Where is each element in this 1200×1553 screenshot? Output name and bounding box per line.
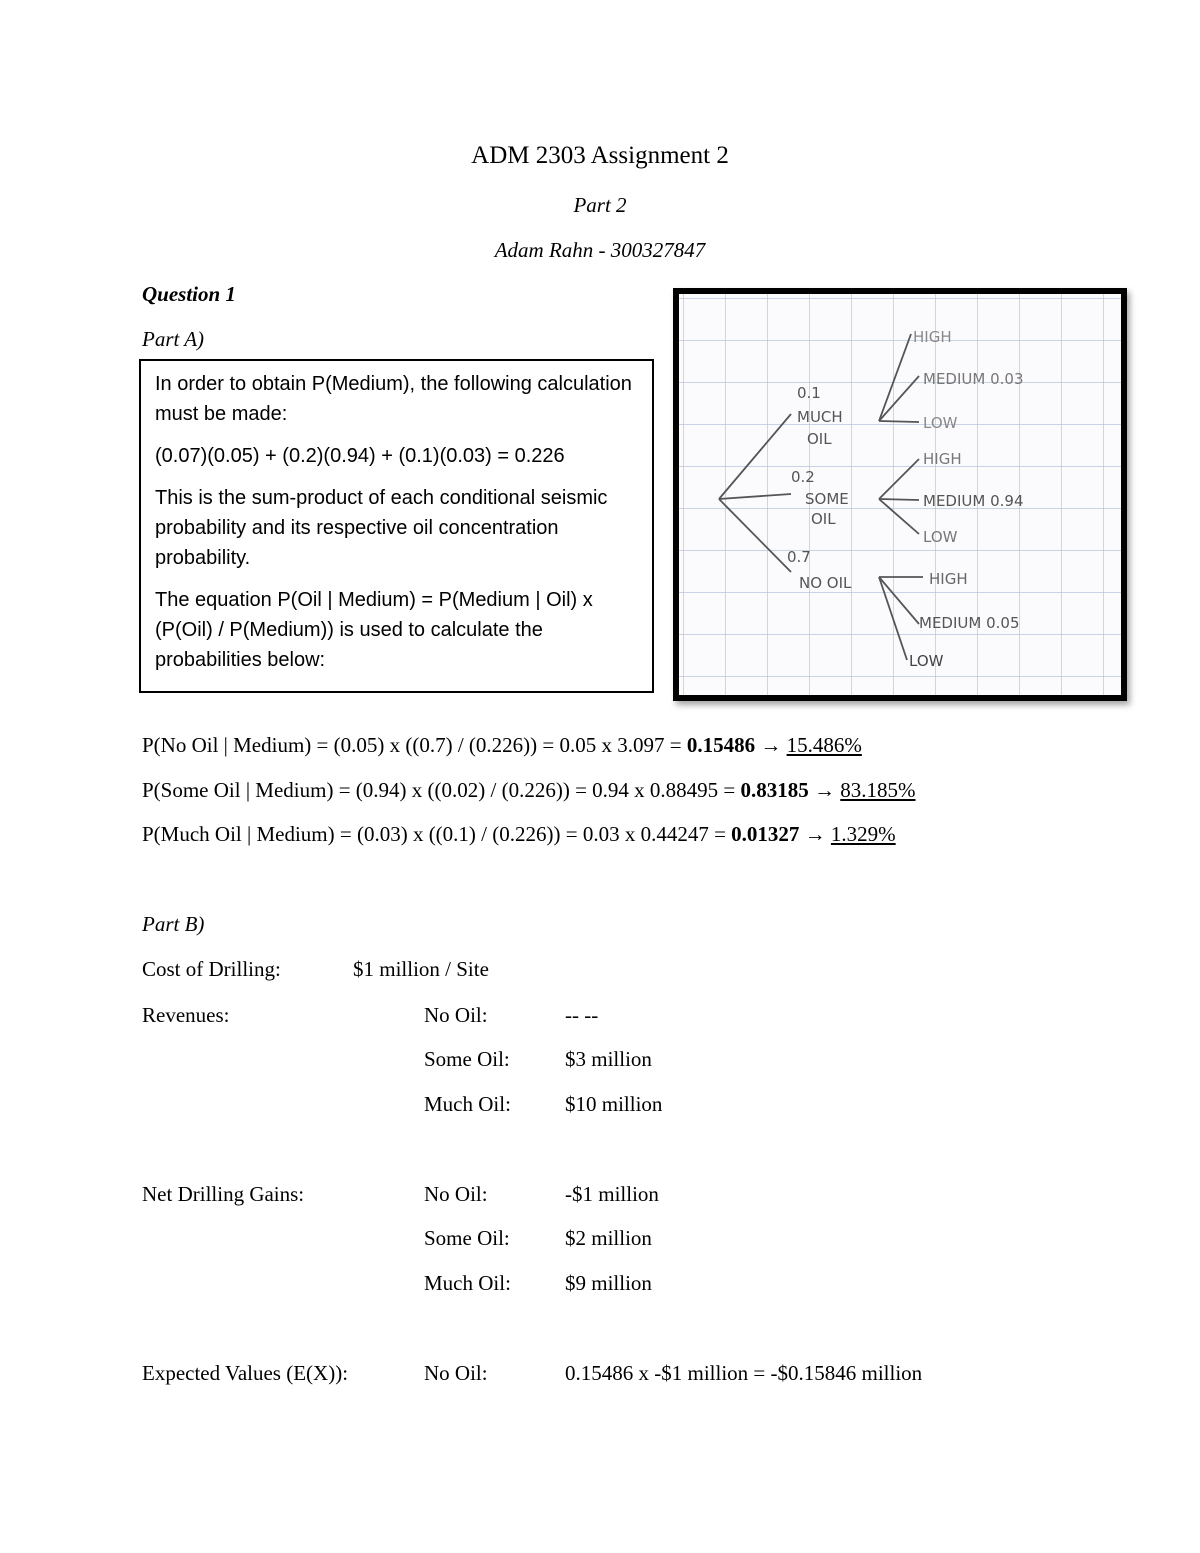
box-paragraph: This is the sum-product of each conditional seismic probability and its respective oil concentration probability. (155, 487, 608, 569)
equation-text: P(Some Oil | Medium) = (0.94) x ((0.02) / (0.226)) = 0.94 x 0.88495 = (142, 778, 741, 802)
cost-label: Cost of Drilling: (142, 957, 281, 981)
document-part: Part 2 (573, 193, 627, 217)
document-title: ADM 2303 Assignment 2 (471, 142, 729, 169)
tree-label-much-2: OIL (807, 430, 832, 448)
probability-tree-diagram (679, 294, 1121, 695)
net-name: No Oil: (424, 1182, 488, 1206)
revenue-value: $10 million (565, 1092, 663, 1116)
tree-prob-some: 0.2 (791, 468, 815, 486)
equation-percent: 1.329% (830, 822, 896, 846)
tree-outcome: HIGH (913, 328, 952, 346)
tree-outcome: LOW (923, 528, 958, 546)
equation-result: 0.83185 (740, 778, 809, 802)
revenue-name: Much Oil: (424, 1092, 511, 1116)
ev-name: No Oil: (424, 1361, 488, 1385)
tree-label-no: NO OIL (799, 574, 852, 592)
equation-percent: 83.185% (840, 778, 916, 802)
tree-label-some: SOME (805, 490, 849, 508)
tree-prob-much: 0.1 (797, 384, 821, 402)
box-paragraph: In order to obtain P(Medium), the following calculation must be made: (155, 373, 632, 425)
equation-no-oil (142, 733, 862, 758)
revenue-name: No Oil: (424, 1003, 488, 1027)
tree-outcome: HIGH (929, 570, 968, 588)
expected-values-label: Expected Values (E(X)): (142, 1361, 349, 1385)
document-author: Adam Rahn - 300327847 (494, 238, 706, 262)
part-b-label: Part B) (142, 912, 205, 936)
grid-paper (679, 294, 1121, 695)
tree-outcome: MEDIUM 0.05 (919, 614, 1020, 632)
tree-outcome: LOW (923, 414, 958, 432)
revenue-name: Some Oil: (424, 1047, 510, 1071)
equation-result: 0.01327 (731, 822, 800, 846)
part-a-label: Part A) (142, 327, 205, 351)
arrow-icon: → (808, 778, 841, 802)
tree-prob-no: 0.7 (787, 548, 811, 566)
question-heading: Question 1 (142, 282, 236, 306)
probability-tree-photo (673, 288, 1127, 701)
revenues-label: Revenues: (142, 1003, 230, 1027)
tree-outcome: HIGH (923, 450, 962, 468)
revenue-value: $3 million (565, 1047, 652, 1071)
equation-text: P(No Oil | Medium) = (0.05) x ((0.7) / (0.226)) = 0.05 x 3.097 = (142, 733, 687, 757)
tree-outcome: MEDIUM 0.03 (923, 370, 1024, 388)
equation-result: 0.15486 (686, 733, 756, 757)
net-name: Some Oil: (424, 1226, 510, 1250)
explanation-box (139, 359, 654, 693)
revenue-value: -- -- (565, 1003, 599, 1027)
net-value: $2 million (565, 1226, 652, 1250)
tree-label-some-2: OIL (811, 510, 836, 528)
equation-much-oil (142, 822, 896, 847)
net-value: -$1 million (565, 1182, 659, 1206)
equation-percent: 15.486% (786, 733, 862, 757)
tree-label-much: MUCH (797, 408, 843, 426)
arrow-icon: → (799, 822, 831, 846)
box-paragraph: (0.07)(0.05) + (0.2)(0.94) + (0.1)(0.03) = 0.226 (155, 445, 565, 467)
tree-outcome: MEDIUM 0.94 (923, 492, 1024, 510)
ev-value: 0.15486 x -$1 million = -$0.15846 million (565, 1361, 923, 1385)
equation-some-oil (142, 778, 916, 803)
net-gains-label: Net Drilling Gains: (142, 1182, 305, 1206)
net-value: $9 million (565, 1271, 652, 1295)
arrow-icon: → (755, 733, 787, 757)
net-name: Much Oil: (424, 1271, 511, 1295)
equation-text: P(Much Oil | Medium) = (0.03) x ((0.1) / (0.226)) = 0.03 x 0.44247 = (142, 822, 732, 846)
cost-value: $1 million / Site (353, 957, 489, 981)
tree-outcome: LOW (909, 652, 944, 670)
box-paragraph: The equation P(Oil | Medium) = P(Medium | Oil) x (P(Oil) / P(Medium)) is used to calculate the probabilities below: (155, 589, 593, 671)
